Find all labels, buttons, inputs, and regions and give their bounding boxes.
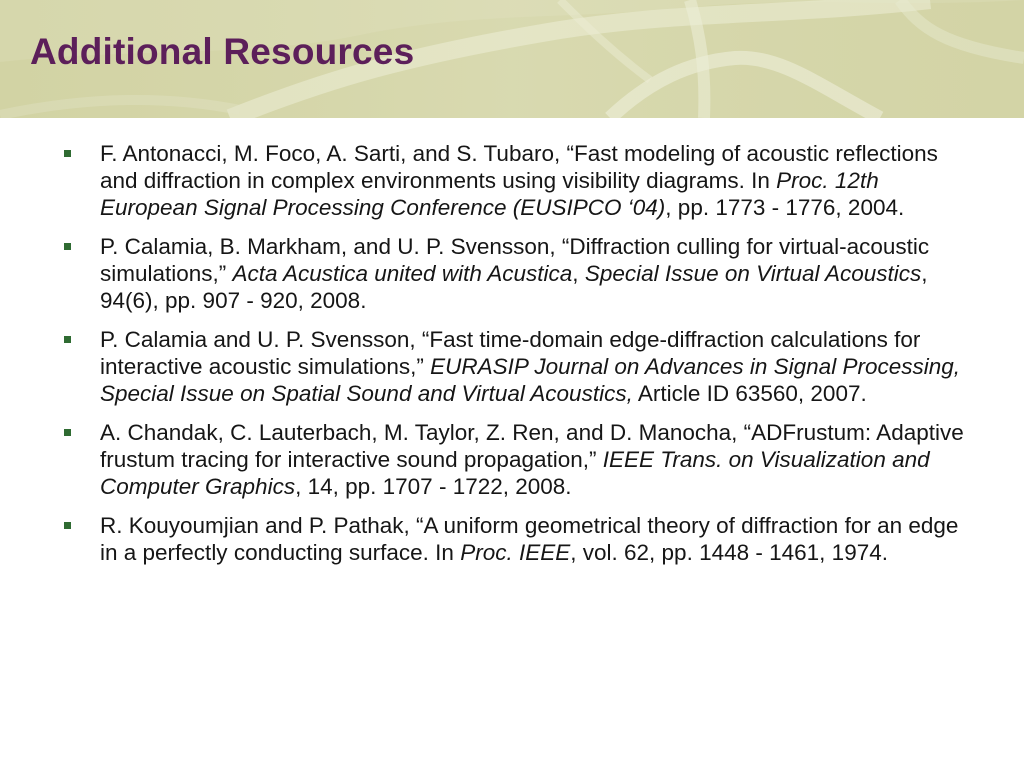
reference-tail: Article ID 63560, 2007. <box>632 381 867 406</box>
list-item <box>64 140 964 221</box>
reference-tail: , 14, pp. 1707 - 1722, 2008. <box>295 474 572 499</box>
reference-lead: F. Antonacci, M. Foco, A. Sarti, and S. Tubaro, “Fast modeling of acoustic reflections and diffraction in complex environments using visibility diagrams. In <box>100 141 938 193</box>
square-bullet-icon <box>64 429 71 436</box>
square-bullet-icon <box>64 336 71 343</box>
reference-lead: P. Calamia, B. Markham, and U. P. Svensson, “Diffraction culling for virtual-acoustic simulations,” <box>100 234 930 286</box>
reference-tail: , pp. 1773 - 1776, 2004. <box>665 195 905 220</box>
list-item <box>64 233 964 314</box>
reference-list <box>64 140 964 578</box>
square-bullet-icon <box>64 243 71 250</box>
reference-lead: P. Calamia and U. P. Svensson, “Fast time-domain edge-diffraction calculations for interactive acoustic simulations,” <box>100 327 921 379</box>
square-bullet-icon <box>64 150 71 157</box>
square-bullet-icon <box>64 522 71 529</box>
reference-venue: Proc. 12th European Signal Processing Conference (EUSIPCO ‘04) <box>100 168 879 220</box>
list-item <box>64 419 964 500</box>
reference-middle: , <box>572 261 585 286</box>
reference-tail: , vol. 62, pp. 1448 - 1461, 1974. <box>570 540 888 565</box>
reference-venue: IEEE Trans. on Visualization and Computer Graphics <box>100 447 930 499</box>
reference-tail: , 94(6), pp. 907 - 920, 2008. <box>100 261 928 313</box>
reference-venue: Acta Acustica united with Acustica <box>232 261 573 286</box>
reference-venue: Proc. IEEE <box>460 540 571 565</box>
list-item <box>64 512 964 566</box>
reference-lead: R. Kouyoumjian and P. Pathak, “A uniform geometrical theory of diffraction for an edge in a perfectly conducting surface. In <box>100 513 959 565</box>
page-title: Additional Resources <box>30 31 415 72</box>
list-item <box>64 326 964 407</box>
reference-venue: EURASIP Journal on Advances in Signal Processing, Special Issue on Spatial Sound and Virtual Acoustics, <box>100 354 961 406</box>
reference-lead: A. Chandak, C. Lauterbach, M. Taylor, Z. Ren, and D. Manocha, “ADFrustum: Adaptive frustum tracing for interactive sound propagation,” <box>100 420 964 472</box>
slide-header <box>0 0 1024 118</box>
reference-venue-secondary: Special Issue on Virtual Acoustics <box>584 261 922 286</box>
